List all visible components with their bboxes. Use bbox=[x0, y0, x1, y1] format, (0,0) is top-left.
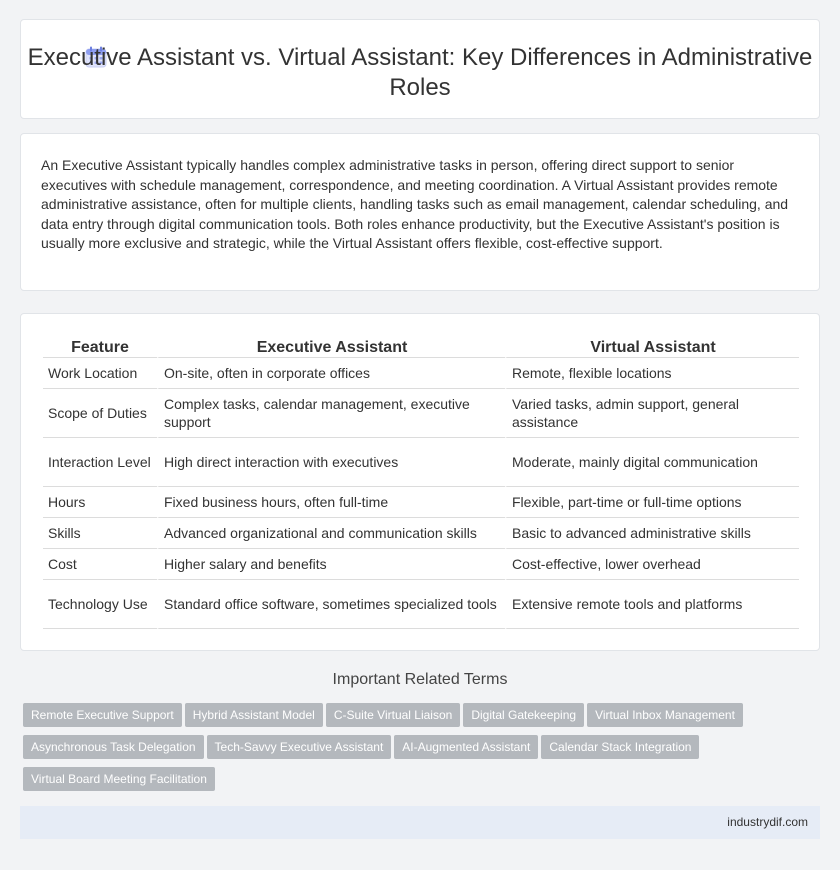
table-row bbox=[43, 580, 799, 629]
virtual-cell: Varied tasks, admin support, general assistance bbox=[505, 389, 799, 438]
related-terms-list bbox=[23, 703, 813, 799]
executive-cell: Fixed business hours, often full-time bbox=[157, 487, 505, 518]
related-term-tag[interactable]: Asynchronous Task Delegation bbox=[23, 735, 204, 759]
table-header-row bbox=[43, 336, 799, 358]
related-term-tag[interactable]: Tech-Savvy Executive Assistant bbox=[207, 735, 392, 759]
table-row bbox=[43, 389, 799, 438]
feature-cell: Hours bbox=[43, 487, 157, 518]
footer bbox=[20, 806, 820, 839]
table-row bbox=[43, 487, 799, 518]
table-row bbox=[43, 358, 799, 389]
related-term-tag[interactable]: C-Suite Virtual Liaison bbox=[326, 703, 461, 727]
executive-cell: Complex tasks, calendar management, executive support bbox=[157, 389, 505, 438]
related-term-tag[interactable]: Calendar Stack Integration bbox=[541, 735, 699, 759]
table-row bbox=[43, 549, 799, 580]
executive-cell: Advanced organizational and communication skills bbox=[157, 518, 505, 549]
related-term-tag[interactable]: Virtual Inbox Management bbox=[587, 703, 743, 727]
feature-cell: Scope of Duties bbox=[43, 389, 157, 438]
executive-cell: Higher salary and benefits bbox=[157, 549, 505, 580]
related-term-tag[interactable]: AI-Augmented Assistant bbox=[394, 735, 538, 759]
virtual-cell: Moderate, mainly digital communication bbox=[505, 438, 799, 487]
comparison-table bbox=[43, 336, 799, 629]
page-title: Executive Assistant vs. Virtual Assistant: Key Differences in Administrative Roles bbox=[27, 44, 813, 101]
feature-cell: Technology Use bbox=[43, 580, 157, 629]
executive-cell: High direct interaction with executives bbox=[157, 438, 505, 487]
table-row bbox=[43, 438, 799, 487]
related-term-tag[interactable]: Virtual Board Meeting Facilitation bbox=[23, 767, 215, 791]
header-card bbox=[20, 19, 820, 119]
feature-cell: Skills bbox=[43, 518, 157, 549]
executive-cell: Standard office software, sometimes specialized tools bbox=[157, 580, 505, 629]
related-term-tag[interactable]: Hybrid Assistant Model bbox=[185, 703, 323, 727]
feature-cell: Work Location bbox=[43, 358, 157, 389]
virtual-cell: Extensive remote tools and platforms bbox=[505, 580, 799, 629]
header-feature: Feature bbox=[43, 336, 157, 358]
virtual-cell: Basic to advanced administrative skills bbox=[505, 518, 799, 549]
table-row bbox=[43, 518, 799, 549]
executive-cell: On-site, often in corporate offices bbox=[157, 358, 505, 389]
feature-cell: Cost bbox=[43, 549, 157, 580]
virtual-cell: Remote, flexible locations bbox=[505, 358, 799, 389]
feature-cell: Interaction Level bbox=[43, 438, 157, 487]
intro-card bbox=[20, 133, 820, 291]
header-virtual-assistant: Virtual Assistant bbox=[505, 336, 799, 358]
header-executive-assistant: Executive Assistant bbox=[157, 336, 505, 358]
related-term-tag[interactable]: Remote Executive Support bbox=[23, 703, 182, 727]
related-terms-heading: Important Related Terms bbox=[332, 671, 508, 688]
virtual-cell: Cost-effective, lower overhead bbox=[505, 549, 799, 580]
related-term-tag[interactable]: Digital Gatekeeping bbox=[463, 703, 584, 727]
virtual-cell: Flexible, part-time or full-time options bbox=[505, 487, 799, 518]
intro-text: An Executive Assistant typically handles complex administrative tasks in person, offering direct support to senior executives with schedule management, correspondence, and meeting coordination. A Virtual Assistant provides remote administrative assistance, often for multiple clients, handling tasks such as email management, calendar scheduling, and data entry through digital communication tools. Both roles enhance productivity, but the Executive Assistant's position is usually more exclusive and strategic, while the Virtual Assistant offers flexible, cost-effective support. bbox=[41, 157, 789, 251]
footer-site[interactable]: industrydif.com bbox=[727, 815, 808, 829]
comparison-card bbox=[20, 313, 820, 651]
